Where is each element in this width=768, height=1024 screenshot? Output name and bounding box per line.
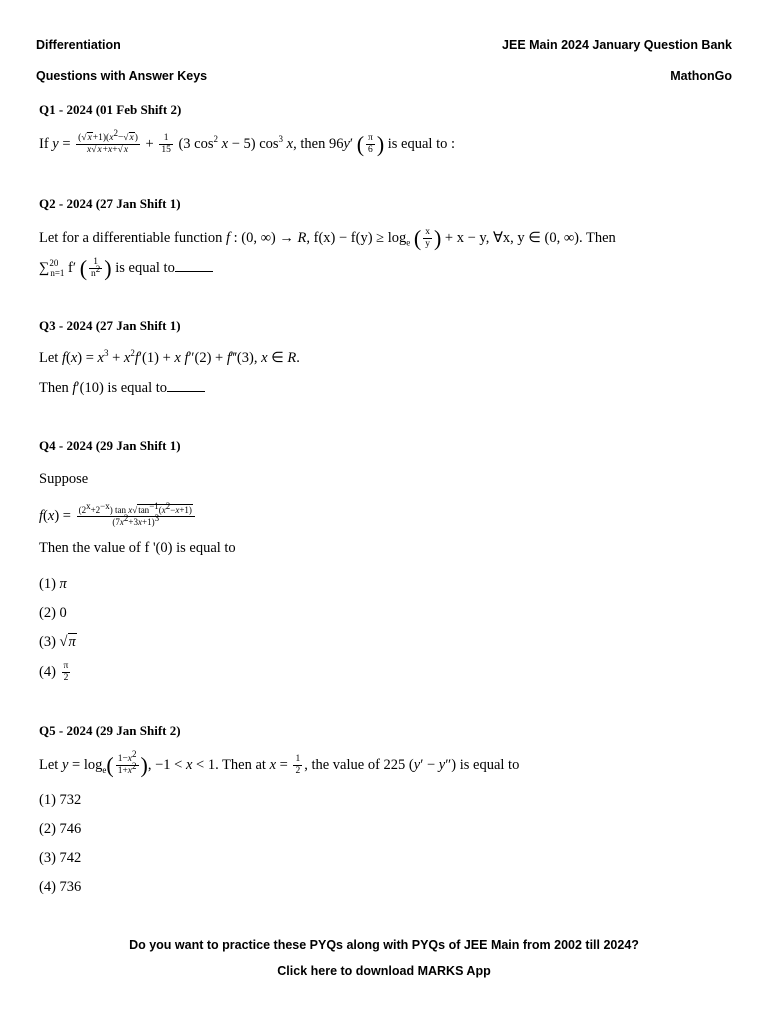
q5-option-1[interactable]: (1) 732 — [39, 792, 82, 808]
brand-name: MathonGo — [670, 69, 732, 83]
q5-option-2[interactable]: (2) 746 — [39, 821, 82, 837]
q3-lead: Let — [39, 350, 59, 366]
q2-line2-tail: is equal to — [115, 259, 175, 276]
question-bank-title: JEE Main 2024 January Question Bank — [502, 38, 732, 52]
q5-tail2: is equal to — [459, 756, 520, 773]
q1-heading: Q1 - 2024 (01 Feb Shift 2) — [39, 102, 182, 117]
subtitle: Questions with Answer Keys — [36, 69, 208, 83]
q1-fraction: $\frac{(√x+1)(x^2-√x)}{x√x+x+√x}$ — [78, 128, 138, 156]
q3-statement-line2: Then f′(10) is equal to — [39, 379, 205, 397]
q4-option-1[interactable]: (1) π — [39, 576, 67, 592]
q2-statement-line2: ∑$^{20}_{n=1}$ f′ ( $\frac{1}{n^2}$ ) is equal to — [39, 257, 213, 280]
q4-option-2[interactable]: (2) 0 — [39, 605, 67, 621]
q3-statement-line1: Let $f(x) = x^3 + x^2f'(1) + x$ f″(2) + f‴(3), x ∈ R. — [39, 348, 300, 366]
q4-option-3[interactable]: (3) √π — [39, 634, 76, 650]
q3-line2-tail: is equal to — [107, 380, 168, 396]
q2-tail: Then — [586, 229, 616, 246]
q5-statement: Let $y = \log_e$( $\frac{1-x^2}{1+x^2}$ ), −1 < x < 1. Then at x = $\frac{1}{2}$ , the value of 225 (y′ − y″) is equal to — [39, 749, 520, 778]
q4-heading: Q4 - 2024 (29 Jan Shift 1) — [39, 438, 181, 453]
q3-heading: Q3 - 2024 (27 Jan Shift 1) — [39, 318, 181, 333]
q2-lead: Let for a differentiable function — [39, 229, 223, 246]
q2-statement-line1: Let for a differentiable function f : (0, ∞) → R, $f(x) - f(y) \ge \log_e$ ( $\frac{x}{y}$ ) + x − y, ∀x, y ∈ (0, ∞). Then — [39, 225, 616, 251]
q5-option-4[interactable]: (4) 736 — [39, 879, 82, 895]
q3-answer-blank — [167, 379, 205, 392]
q1-statement: If y = $\frac{(√x+1)(x^2-√x)}{x√x+x+√x}$ + $\frac{1}{15}$ (3 $\cos^2 x - 5$) $\cos^3 x$, then 96y′ ( $\frac{\pi}{6}$ ) is equal to : — [39, 128, 456, 157]
download-app-link[interactable]: Click here to download MARKS App — [277, 964, 491, 978]
footer-promo-text: Do you want to practice these PYQs along with PYQs of JEE Main from 2002 till 2024? — [129, 938, 639, 952]
q4-question: Then the value of f '(0) is equal to — [39, 540, 236, 556]
q1-tail: is equal to : — [387, 135, 456, 152]
q1-lead: If — [39, 135, 49, 152]
q5-option-3[interactable]: (3) 742 — [39, 850, 82, 866]
subject-title: Differentiation — [36, 38, 121, 52]
q4-lead: Suppose — [39, 471, 89, 487]
q2-heading: Q2 - 2024 (27 Jan Shift 1) — [39, 196, 181, 211]
q4-function: f(x) = $\frac{(2^x+2^{-x}) \tan x√\tan^{-1}(x^2-x+1)}{(7x^2+3x+1)^3}$ — [39, 505, 197, 528]
q5-lead: Let — [39, 756, 59, 773]
q3-line2-lead: Then — [39, 380, 69, 396]
q5-heading: Q5 - 2024 (29 Jan Shift 2) — [39, 723, 181, 738]
q2-answer-blank — [175, 259, 213, 272]
q4-option-4[interactable]: (4) $\frac{\pi}{2}$ — [39, 661, 69, 683]
q5-tail: the value of — [311, 756, 380, 773]
